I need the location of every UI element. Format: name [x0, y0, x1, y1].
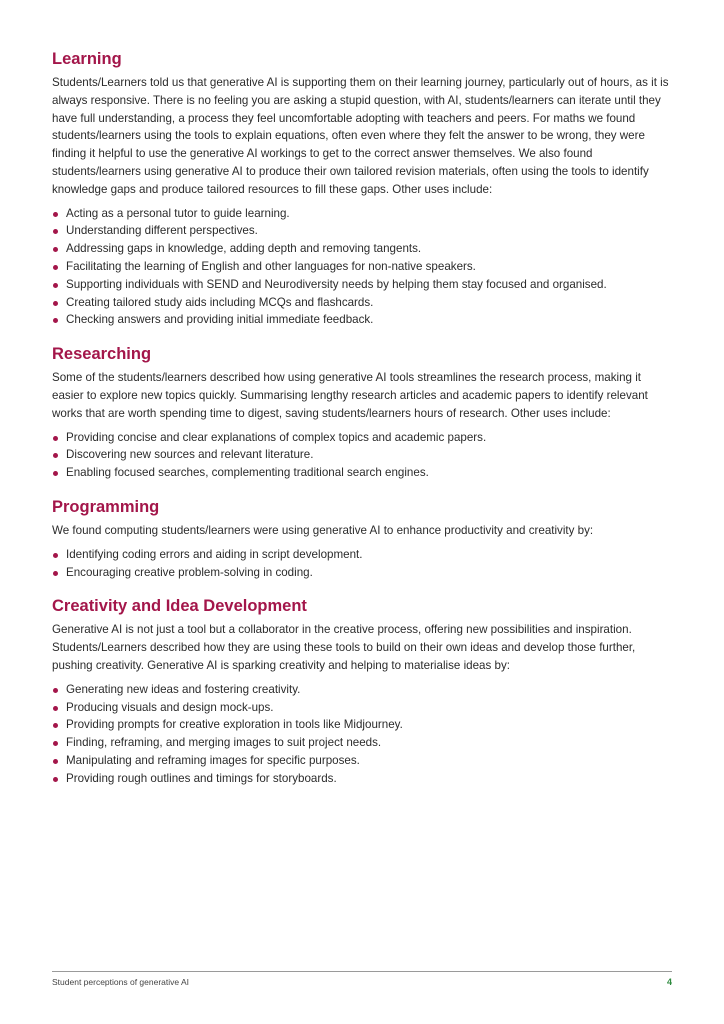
list-item [52, 716, 674, 734]
section-paragraph: We found computing students/learners were using generative AI to enhance productivity and creativity by: [52, 523, 594, 537]
section-paragraph: Students/Learners told us that generative AI is supporting them on their learning journey, particularly out of hours, as it is always responsive. There is no feeling you are asking a stupid question, with AI, students/learners can iterate until they have full understanding, a process they feel uncomfortable adopting with teachers and peers. For maths we found students/learners using the tools to explain equations, often even where they felt the answer to be wrong, they were finding it helpful to use the generative AI workings to get to the correct answer themselves. We also found students/learners using generative AI to produce their own tailored revision materials, often using the tools to identify knowledge gaps and produce tailored resources to fill these gaps. Other uses include: [52, 76, 669, 196]
list-item-text: Manipulating and reframing images for specific purposes. [66, 753, 360, 767]
list-item-text: Enabling focused searches, complementing traditional search engines. [66, 466, 429, 480]
list-item [52, 681, 674, 699]
list-item-text: Providing concise and clear explanations of complex topics and academic papers. [66, 430, 487, 444]
bullet-icon [53, 436, 58, 441]
list-item [52, 752, 674, 770]
section-paragraph: Some of the students/learners described how using generative AI tools streamlines the research process, making it easier to explore new topics quickly. Summarising lengthy research articles and academic papers to identify relevant works that are worth spending time to digest, saving students/learners hours of research. Other uses include: [52, 371, 648, 420]
list-item [52, 429, 674, 447]
list-item [52, 240, 674, 258]
bullet-icon [53, 777, 58, 782]
list-item [52, 294, 674, 312]
list-item [52, 258, 674, 276]
list-item [52, 205, 674, 223]
document-page [52, 48, 674, 802]
list-item-text: Finding, reframing, and merging images to suit project needs. [66, 736, 382, 750]
list-item [52, 464, 674, 482]
bullet-icon [53, 688, 58, 693]
bullet-list [52, 429, 674, 482]
bullet-icon [53, 471, 58, 476]
list-item [52, 222, 674, 240]
list-item-text: Creating tailored study aids including MCQs and flashcards. [66, 295, 374, 309]
bullet-icon [53, 723, 58, 728]
list-item [52, 564, 674, 582]
list-item [52, 770, 674, 788]
list-item [52, 276, 674, 294]
bullet-list [52, 546, 674, 582]
bullet-icon [53, 571, 58, 576]
section-heading: Researching [52, 345, 152, 364]
bullet-icon [53, 453, 58, 458]
section-heading: Programming [52, 497, 160, 516]
bullet-icon [53, 706, 58, 711]
section-paragraph: Generative AI is not just a tool but a collaborator in the creative process, offering new possibilities and inspiration. Students/Learners described how they are using these tools to build on their own ideas and develop those further, pushing creativity. Generative AI is sparking creativity and helping to materialise ideas by: [52, 623, 636, 672]
list-item [52, 446, 674, 464]
bullet-icon [53, 759, 58, 764]
list-item-text: Addressing gaps in knowledge, adding depth and removing tangents. [66, 242, 422, 256]
bullet-icon [53, 318, 58, 323]
list-item-text: Providing rough outlines and timings for storyboards. [66, 771, 337, 785]
bullet-icon [53, 301, 58, 306]
bullet-icon [53, 553, 58, 558]
list-item-text: Checking answers and providing initial immediate feedback. [66, 313, 374, 327]
footer-document-title: Student perceptions of generative AI [52, 977, 190, 987]
bullet-list [52, 205, 674, 330]
bullet-icon [53, 265, 58, 270]
section-heading: Learning [52, 50, 122, 68]
list-item [52, 546, 674, 564]
list-item [52, 734, 674, 752]
page-number: 4 [666, 977, 672, 987]
list-item-text: Identifying coding errors and aiding in script development. [66, 547, 363, 561]
section-heading: Creativity and Idea Development [52, 597, 307, 616]
list-item-text: Understanding different perspectives. [66, 224, 258, 238]
bullet-icon [53, 283, 58, 288]
bullet-icon [53, 229, 58, 234]
section-researching [52, 343, 674, 482]
list-item-text: Supporting individuals with SEND and Neurodiversity needs by helping them stay focused and organised. [66, 277, 607, 291]
list-item-text: Providing prompts for creative exploration in tools like Midjourney. [66, 718, 403, 732]
bullet-list [52, 681, 674, 788]
list-item-text: Discovering new sources and relevant literature. [66, 448, 314, 462]
list-item [52, 699, 674, 717]
list-item-text: Encouraging creative problem-solving in coding. [66, 565, 313, 579]
list-item [52, 311, 674, 329]
bullet-icon [53, 741, 58, 746]
list-item-text: Producing visuals and design mock-ups. [66, 700, 274, 714]
page-footer [52, 971, 672, 987]
bullet-icon [53, 212, 58, 217]
section-creativity [52, 595, 674, 787]
section-learning [52, 48, 674, 329]
section-programming [52, 496, 674, 581]
list-item-text: Acting as a personal tutor to guide learning. [66, 206, 290, 220]
list-item-text: Generating new ideas and fostering creativity. [66, 682, 301, 696]
bullet-icon [53, 247, 58, 252]
list-item-text: Facilitating the learning of English and other languages for non-native speakers. [66, 259, 476, 273]
